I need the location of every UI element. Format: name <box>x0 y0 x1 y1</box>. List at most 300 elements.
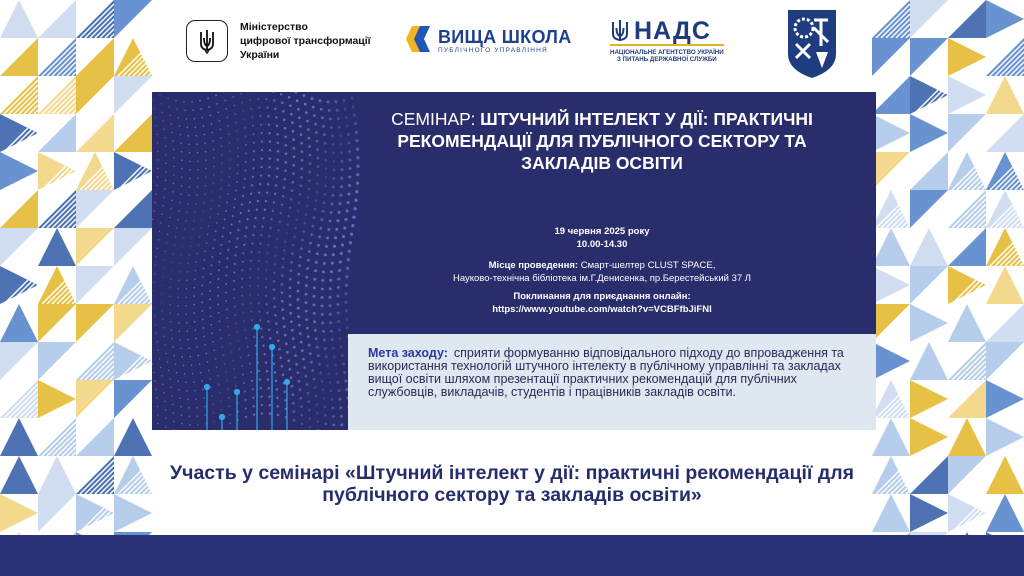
wave-dot <box>316 174 319 177</box>
wave-dot <box>179 125 181 127</box>
trident-icon <box>610 18 630 44</box>
wave-dot <box>331 338 334 341</box>
wave-dot <box>166 242 168 244</box>
pattern-triangle <box>0 152 38 190</box>
wave-dot <box>253 336 255 338</box>
wave-dot <box>329 117 332 120</box>
wave-dot <box>345 116 348 119</box>
wave-dot <box>182 246 184 248</box>
pattern-triangle <box>986 266 1024 304</box>
wave-dot <box>330 330 333 333</box>
wave-dot <box>248 210 250 212</box>
pattern-stripe <box>939 67 948 76</box>
wave-dot <box>288 96 291 99</box>
wave-dot <box>219 196 221 198</box>
wave-dot <box>332 415 335 418</box>
wave-dot <box>267 320 269 322</box>
wave-dot <box>163 197 164 198</box>
wave-dot <box>225 210 227 212</box>
wave-dot <box>264 353 266 355</box>
wave-dot <box>181 176 183 178</box>
wave-dot <box>165 180 166 181</box>
wave-dot <box>252 388 254 390</box>
wave-dot <box>258 191 260 193</box>
wave-dot <box>173 253 175 255</box>
wave-dot <box>301 150 304 153</box>
pattern-triangle <box>0 228 38 266</box>
wave-dot <box>227 388 229 390</box>
wave-dot <box>347 133 350 136</box>
wave-dot <box>173 412 175 414</box>
trident-icon <box>186 20 228 62</box>
wave-dot <box>164 137 165 138</box>
pattern-stripe <box>967 133 986 152</box>
wave-dot <box>245 337 247 339</box>
wave-dot <box>209 114 211 116</box>
wave-dot <box>276 388 278 390</box>
wave-dot <box>321 304 324 307</box>
wave-dot <box>298 380 301 383</box>
wave-dot <box>189 356 191 358</box>
wave-dot <box>331 262 334 265</box>
wave-dot <box>233 104 235 106</box>
wave-dot <box>232 215 234 217</box>
wave-dot <box>285 152 288 155</box>
wave-dot <box>305 111 308 114</box>
wave-dot <box>209 378 211 380</box>
wave-dot <box>214 239 216 241</box>
wave-dot <box>341 354 344 357</box>
wave-dot <box>324 159 327 162</box>
kpi-shield-icon <box>784 6 840 82</box>
wave-dot <box>335 100 338 103</box>
wave-dot <box>172 132 174 134</box>
wave-dot <box>256 208 258 210</box>
wave-dot <box>350 233 353 236</box>
wave-dot <box>336 109 339 112</box>
wave-dot <box>208 225 210 227</box>
wave-dot <box>179 263 181 265</box>
wave-dot <box>253 150 255 152</box>
wave-dot <box>193 304 195 306</box>
wave-dot <box>326 364 329 367</box>
wave-dot <box>273 363 275 365</box>
wave-dot <box>229 150 231 152</box>
pattern-triangle <box>910 342 948 380</box>
wave-dot <box>202 210 204 212</box>
wave-dot <box>202 318 204 320</box>
wave-dot <box>324 176 327 179</box>
wave-dot <box>297 298 300 301</box>
wave-dot <box>184 229 186 231</box>
wave-dot <box>257 200 259 202</box>
wave-dot <box>203 267 205 269</box>
wave-dot <box>276 133 278 135</box>
wave-dot <box>296 99 299 102</box>
wave-dot <box>213 349 215 351</box>
wave-dot <box>252 176 254 178</box>
wave-dot <box>260 387 262 389</box>
wave-dot <box>170 278 172 280</box>
pattern-triangle <box>38 114 76 152</box>
wave-dot <box>203 259 205 261</box>
wave-dot <box>160 367 161 368</box>
wave-dot <box>165 418 166 419</box>
wave-dot <box>253 414 255 416</box>
wave-dot <box>165 251 167 253</box>
wave-dot <box>233 297 235 299</box>
wave-dot <box>331 134 334 137</box>
wave-dot <box>194 321 196 323</box>
wave-dot <box>220 400 222 402</box>
wave-dot <box>181 151 183 153</box>
wave-dot <box>260 395 262 397</box>
wave-dot <box>338 398 341 401</box>
wave-dot <box>154 316 155 317</box>
wave-dot <box>249 285 251 287</box>
wave-dot <box>170 287 172 289</box>
wave-dot <box>242 303 244 305</box>
wave-dot <box>290 198 293 201</box>
wave-dot <box>259 183 261 185</box>
pattern-stripe <box>929 57 948 76</box>
wave-dot <box>328 381 331 384</box>
wave-dot <box>259 319 261 321</box>
wave-dot <box>197 186 199 188</box>
wave-dot <box>258 302 260 304</box>
wave-dot <box>295 363 298 366</box>
wave-dot <box>248 92 250 93</box>
wave-dot <box>196 346 198 348</box>
wave-dot <box>283 118 286 121</box>
pattern-triangle <box>948 418 986 456</box>
wave-dot <box>318 235 321 238</box>
wave-dot <box>227 249 229 251</box>
wave-dot <box>183 237 185 239</box>
wave-dot <box>158 350 159 351</box>
wave-dot <box>158 239 159 240</box>
wave-dot <box>327 228 330 231</box>
wave-dot <box>251 184 253 186</box>
pattern-triangle <box>948 38 986 76</box>
wave-dot <box>240 212 242 214</box>
wave-dot <box>194 211 196 213</box>
wave-dot <box>258 260 260 262</box>
wave-dot <box>183 101 185 103</box>
wave-dot <box>185 118 187 120</box>
wave-dot <box>293 346 296 349</box>
wave-dot <box>299 397 302 400</box>
wave-dot <box>283 249 286 252</box>
wave-dot <box>273 271 276 274</box>
wave-dot <box>187 399 189 401</box>
wave-dot <box>269 158 271 160</box>
wave-dot <box>321 321 324 324</box>
wave-dot <box>324 414 327 417</box>
circuit-node <box>235 390 240 395</box>
pattern-stripe <box>19 361 38 380</box>
wave-dot <box>324 422 327 425</box>
wave-dot <box>175 236 177 238</box>
wave-dot <box>262 345 264 347</box>
wave-dot <box>307 400 310 403</box>
wave-dot <box>339 260 342 263</box>
wave-dot <box>179 202 181 204</box>
wave-dot <box>249 363 251 365</box>
wave-dot <box>340 252 343 255</box>
vysha-shkola-name: ВИЩА ШКОЛА <box>438 26 572 47</box>
wave-dot <box>189 178 191 180</box>
wave-dot <box>322 210 325 213</box>
wave-dot <box>170 387 172 389</box>
wave-dot <box>228 397 230 399</box>
wave-dot <box>274 263 277 266</box>
wave-dot <box>171 329 173 331</box>
pattern-stripe <box>105 523 114 532</box>
wave-dot <box>234 305 236 307</box>
wave-dot <box>160 103 161 104</box>
pattern-triangle <box>114 190 152 228</box>
pattern-triangle <box>114 76 152 114</box>
pattern-stripe <box>944 72 948 76</box>
wave-dot <box>340 185 343 188</box>
wave-dot <box>166 353 168 355</box>
wave-dot <box>299 332 302 335</box>
wave-dot <box>322 125 325 128</box>
wave-dot <box>337 320 340 323</box>
wave-dot <box>220 337 222 339</box>
wave-dot <box>239 220 241 222</box>
wave-dot <box>154 380 155 381</box>
wave-dot <box>338 126 341 129</box>
pattern-triangle <box>38 0 76 38</box>
wave-dot <box>164 401 165 402</box>
wave-dot <box>290 320 293 323</box>
wave-dot <box>185 305 187 307</box>
wave-dot <box>211 332 213 334</box>
wave-dot <box>205 168 207 170</box>
wave-dot <box>207 233 209 235</box>
wave-dot <box>337 286 340 289</box>
wave-dot <box>265 98 267 100</box>
wave-dot <box>249 276 251 278</box>
wave-dot <box>292 172 295 175</box>
wave-dot <box>338 211 341 214</box>
wave-dot <box>289 206 292 209</box>
wave-dot <box>275 322 278 325</box>
wave-dot <box>284 390 287 393</box>
wave-dot <box>226 116 228 118</box>
wave-dot <box>282 110 285 113</box>
wave-dot <box>334 364 337 367</box>
wave-dot <box>328 109 331 112</box>
wave-dot <box>344 107 347 110</box>
wave-dot <box>345 275 348 278</box>
wave-dot <box>185 288 187 290</box>
nads-logo <box>610 18 724 63</box>
circuit-node <box>270 345 275 350</box>
pattern-stripe <box>939 295 948 304</box>
wave-dot <box>229 414 231 416</box>
wave-dot <box>315 395 318 398</box>
wave-dot <box>293 410 296 413</box>
wave-dot <box>342 362 345 365</box>
wave-dot <box>302 230 305 233</box>
wave-dot <box>277 159 279 161</box>
wave-dot <box>155 117 156 118</box>
wave-dot <box>333 355 336 358</box>
wave-dot <box>293 235 296 238</box>
wave-dot <box>287 359 290 362</box>
pattern-triangle <box>114 304 152 342</box>
wave-dot <box>339 194 342 197</box>
dot-wave-graphic <box>152 92 362 430</box>
wave-dot <box>254 344 256 346</box>
wave-dot <box>164 188 165 189</box>
wave-dot <box>192 109 194 111</box>
goal-label: Мета заходу: <box>368 346 448 360</box>
pattern-triangle <box>948 304 986 342</box>
wave-dot <box>196 253 198 255</box>
wave-dot <box>252 397 254 399</box>
wave-dot <box>303 222 306 225</box>
pattern-stripe <box>977 523 986 532</box>
wave-dot <box>177 305 179 307</box>
wave-dot <box>334 236 337 239</box>
mincifra-line-1: Міністерство <box>240 21 308 33</box>
wave-dot <box>305 276 308 279</box>
wave-dot <box>196 194 198 196</box>
wave-dot <box>234 113 236 115</box>
wave-dot <box>284 127 287 130</box>
wave-dot <box>314 329 317 332</box>
online-link-label: Поклинання для приєднання онлайн: <box>513 291 691 302</box>
wave-dot <box>171 270 173 272</box>
mincifra-line-3: України <box>240 49 280 61</box>
wave-dot <box>301 422 304 425</box>
wave-dot <box>259 378 261 380</box>
wave-dot <box>165 163 166 164</box>
wave-dot <box>308 179 311 182</box>
online-link-url[interactable]: https://www.youtube.com/watch?v=VCBFfbJiFNI <box>492 303 712 315</box>
wave-dot <box>234 198 236 200</box>
wave-dot <box>276 176 278 178</box>
wave-dot <box>340 160 343 163</box>
wave-dot <box>289 269 292 272</box>
pattern-triangle <box>114 380 152 418</box>
wave-dot <box>211 395 213 397</box>
pattern-triangle <box>76 76 114 114</box>
wave-dot <box>319 99 322 102</box>
wave-dot <box>268 329 270 331</box>
pattern-triangle <box>872 342 910 380</box>
wave-dot <box>342 235 345 238</box>
wave-dot <box>212 412 214 414</box>
venue-label: Місце проведення: <box>488 260 579 271</box>
wave-dot <box>316 412 319 415</box>
wave-dot <box>356 182 359 185</box>
wave-dot <box>331 194 334 197</box>
pattern-triangle <box>76 304 114 342</box>
wave-dot <box>220 188 222 190</box>
pattern-triangle <box>872 418 910 456</box>
wave-dot <box>324 150 327 153</box>
wave-dot <box>188 144 190 146</box>
wave-dot <box>217 295 219 297</box>
wave-dot <box>243 186 245 188</box>
wave-dot <box>241 269 243 271</box>
pattern-triangle <box>986 0 1024 38</box>
wave-dot <box>172 191 174 193</box>
pattern-triangle <box>872 304 910 342</box>
wave-dot <box>193 220 195 222</box>
wave-dot <box>227 125 229 127</box>
wave-dot <box>250 259 252 261</box>
wave-dot <box>153 100 154 101</box>
wave-dot <box>304 103 307 106</box>
wave-dot <box>321 116 324 119</box>
wave-dot <box>229 142 231 144</box>
wave-dot <box>217 213 219 215</box>
wave-dot <box>201 380 203 382</box>
wave-dot <box>313 216 316 219</box>
pattern-stripe <box>133 19 152 38</box>
wave-dot <box>217 375 219 377</box>
wave-dot <box>248 354 250 356</box>
pattern-triangle <box>0 0 38 38</box>
wave-dot <box>314 269 317 272</box>
wave-dot <box>245 144 247 146</box>
wave-dot <box>269 227 271 229</box>
wave-dot <box>187 271 189 273</box>
pattern-triangle <box>986 494 1024 532</box>
pattern-stripe <box>110 528 114 532</box>
wave-dot <box>277 414 279 416</box>
wave-dot <box>194 390 196 392</box>
wave-dot <box>331 406 334 409</box>
wave-dot <box>277 150 279 152</box>
wave-dot <box>165 426 166 427</box>
wave-dot <box>258 370 260 372</box>
wave-dot <box>289 303 292 306</box>
wave-dot <box>199 236 201 238</box>
wave-dot <box>161 214 162 215</box>
wave-dot <box>162 112 163 113</box>
wave-dot <box>249 201 251 203</box>
wave-dot <box>347 141 350 144</box>
wave-dot <box>162 319 164 321</box>
wave-dot <box>246 346 248 348</box>
wave-dot <box>343 371 346 374</box>
vysha-shkola-mark-icon <box>406 22 432 58</box>
wave-dot <box>240 93 242 95</box>
wave-dot <box>251 380 253 382</box>
wave-dot <box>324 347 327 350</box>
wave-dot <box>351 224 354 227</box>
wave-dot <box>348 184 351 187</box>
wave-dot <box>171 338 173 340</box>
wave-dot <box>246 218 248 220</box>
wave-dot <box>211 256 213 258</box>
wave-dot <box>226 317 228 319</box>
wave-dot <box>333 245 336 248</box>
wave-dot <box>276 331 279 334</box>
wave-dot <box>277 405 279 407</box>
wave-dot <box>205 352 207 354</box>
wave-dot <box>297 371 300 374</box>
wave-dot <box>173 183 175 185</box>
wave-dot <box>230 351 232 353</box>
